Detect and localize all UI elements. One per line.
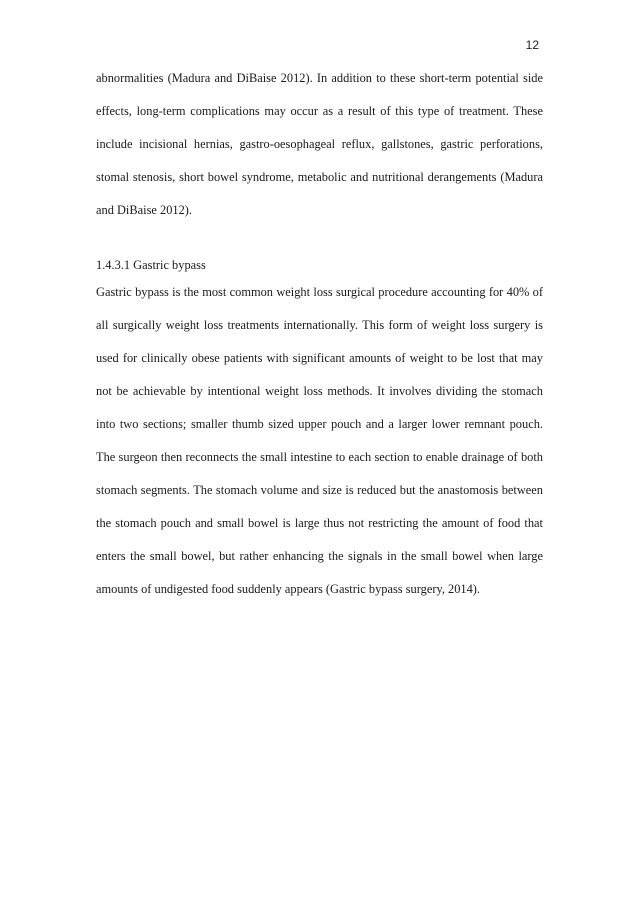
paragraph-gastric-bypass: Gastric bypass is the most common weight loss surgical procedure accounting for 40% of all surgically weight loss treatments internationally. This form of weight loss surgery is used for clinically obese patients with significant amounts of weight to be lost that may not be achievable by intentional weight loss methods. It involves dividing the stomach into two sections; smaller thumb sized upper pouch and a larger lower remnant pouch. The surgeon then reconnects the small intestine to each section to enable drainage of both stomach segments. The stomach volume and size is reduced but the anastomosis between the stomach pouch and small bowel is large thus not restricting the amount of food that enters the small bowel, but rather enhancing the signals in the small bowel when large amounts of undigested food suddenly appears (Gastric bypass surgery, 2014).: [96, 285, 543, 596]
paragraph-complications: abnormalities (Madura and DiBaise 2012). In addition to these short-term potential side effects, long-term complications may occur as a result of this type of treatment. These include incisional hernias, gastro-oesophageal reflux, gallstones, gastric perforations, stomal stenosis, short bowel syndrome, metabolic and nutritional derangements (Madura and DiBaise 2012).: [96, 71, 543, 217]
page-number: 12: [525, 38, 539, 52]
section-heading-gastric-bypass: 1.4.3.1 Gastric bypass: [96, 258, 206, 272]
